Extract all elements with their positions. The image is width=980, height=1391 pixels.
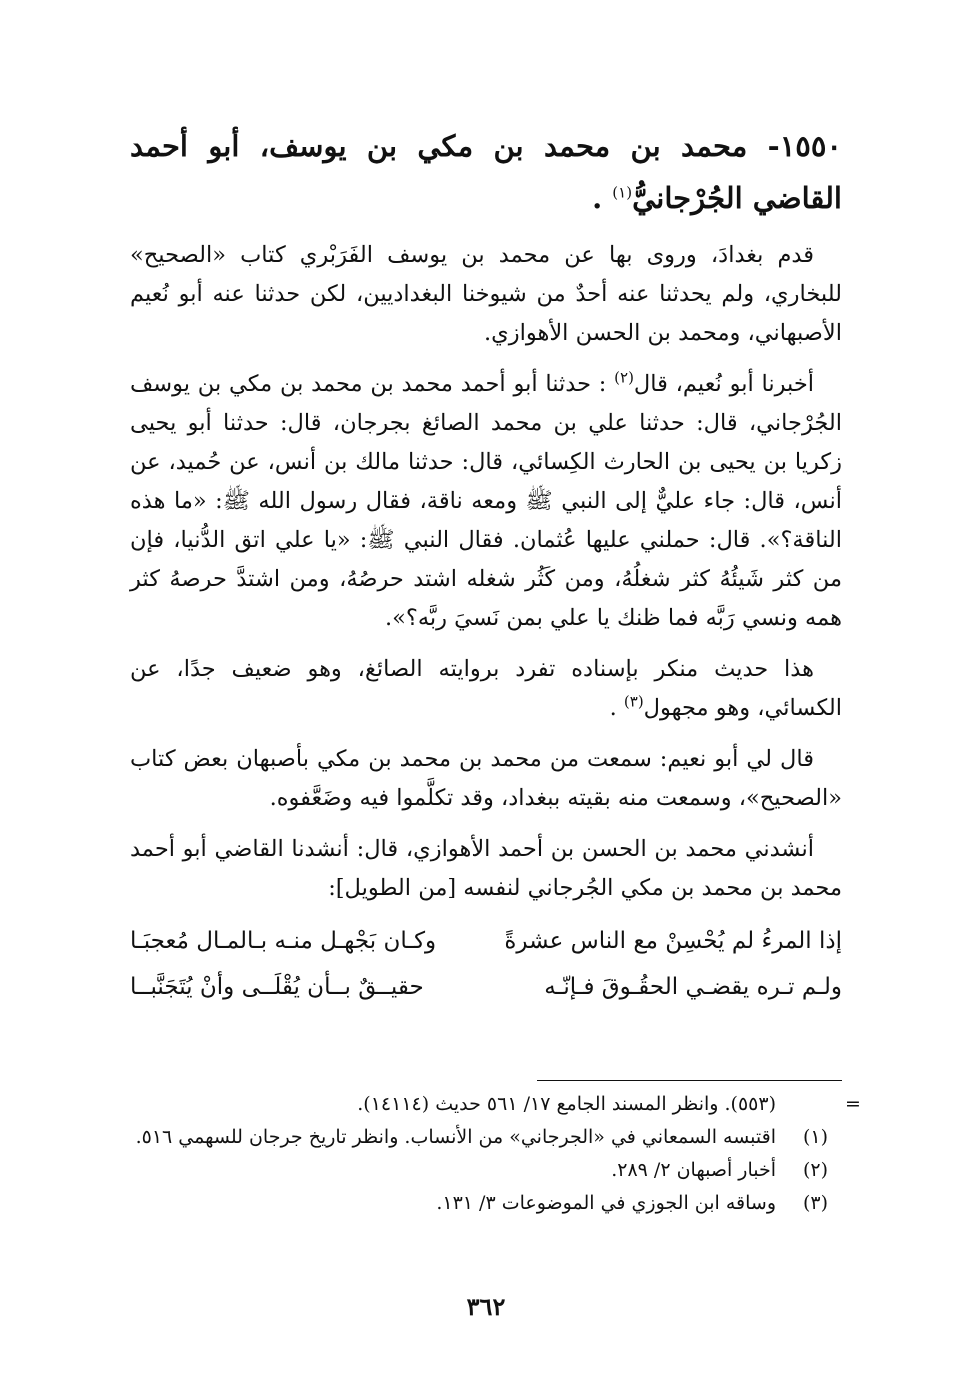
footnote-divider [537,1080,842,1081]
entry-title [130,120,842,224]
footnote-ref-1: (١) [612,183,633,202]
book-page [130,0,861,1391]
entry-title-text: ١٥٥٠- محمد بن محمد بن مكي بن يوسف، أبو أحمد القاضي الجُرْجانيُّ [130,129,842,215]
verse-first-hemistich: ولـم تـره يقضـي الحقُـوقَ فـإنّـه [544,974,842,1000]
footnote-1 [130,1121,864,1154]
paragraph-grading [130,650,842,728]
verse-line [130,966,842,1008]
paragraph-intro: قدم بغدادَ، وروى بها عن محمد بن يوسف الفَرَبْري كتاب «الصحيح» للبخاري، ولم يحدثنا عنه أحدٌ من شيوخنا البغداديين، لكن حدثنا عنه أبو نُعيم الأصبهاني، ومحمد بن الحسن الأهوازي. [130,242,842,346]
paragraph-hearing: قال لي أبو نعيم: سمعت من محمد بن محمد بن مكي بأصبهان بعض كتاب «الصحيح»، وسمعت منه بقيته ببغداد، وقد تكلَّموا فيه وضَعَّفوه. [130,746,842,811]
verse-second-hemistich: حقيــقٌ بــأن يُقْلَــى وأنْ يُتَجَنَّبــا [130,974,424,1000]
entry-title-end: . [592,181,613,215]
paragraph-hadith [130,365,842,638]
footnote-ref-2: (٢) [614,368,634,387]
hadith-text-after: : حدثنا أبو أحمد محمد بن محمد بن مكي بن يوسف الجُرْجاني، قال: حدثنا علي بن محمد الصائغ بجرجان، قال: حدثنا أبو يحيى زكريا بن يحيى بن الحارث الكِسائي، قال: حدثنا مالك بن أنس، عن حُميد، عن أنس، قال: جاء عليٌّ إلى النبي ﷺ ومعه ناقة، فقال رسول الله ﷺ: «ما هذه الناقة؟». قال: حملني عليها عُثمان. فقال النبي ﷺ: «يا علي اتق الدُّنيا، فإن من كثر شَيئُهُ كثر شغلُهُ، ومن كَثُر شغله اشتد حرصُهُ، ومن اشتدَّ حرصهُ كثر همه ونسي رَبَّه فما ظنك يا علي بمن نَسيَ ربَّه؟». [130,371,842,631]
footnote-text: (٥٥٣). وانظر المسند الجامع ١٧/ ٥٦١ حديث (١٤١١٤). [357,1093,776,1115]
verse-first-hemistich: إذا المرءُ لم يُحْسِنْ مع الناس عشرةً [504,928,842,954]
grading-text-after: . [609,695,624,721]
footnote-text: اقتبسه السمعاني في «الجرجاني» من الأنساب. وانظر تاريخ جرجان للسهمي ٥١٦. [135,1126,776,1148]
page-number: ٣٦٢ [466,1292,506,1321]
footnote-number: (٢) [802,1159,828,1181]
hadith-text-before: أخبرنا أبو نُعيم، قال [633,371,814,397]
footnote-continuation-mark: = [845,1093,861,1115]
footnote-number: (٣) [802,1192,828,1214]
footnotes [130,1088,864,1220]
footnote-3 [130,1187,864,1220]
paragraph-poem-intro: أنشدني محمد بن الحسن بن أحمد الأهوازي، قال: أنشدنا القاضي أبو أحمد محمد بن محمد بن مكي الجُرجاني لنفسه [من الطويل]: [130,836,842,901]
verse-line [130,920,842,962]
footnote-text: وساقه ابن الجوزي في الموضوعات ٣/ ١٣١. [436,1192,776,1214]
grading-text-before: هذا حديث منكر بإسناده تفرد بروايته الصائغ، وهو ضعيف جدًا، عن الكسائي، وهو مجهول [130,656,842,721]
footnote-continued [130,1088,864,1121]
footnote-ref-3: (٣) [623,692,644,711]
entry-body [130,236,842,1008]
footnote-2 [130,1154,864,1187]
footnote-text: أخبار أصبهان ٢/ ٢٨٩. [611,1159,776,1181]
verse-second-hemistich: وكـان بَجْهـل منـه بـالمـال مُعجبَـا [130,928,437,954]
footnote-number: (١) [802,1126,828,1148]
